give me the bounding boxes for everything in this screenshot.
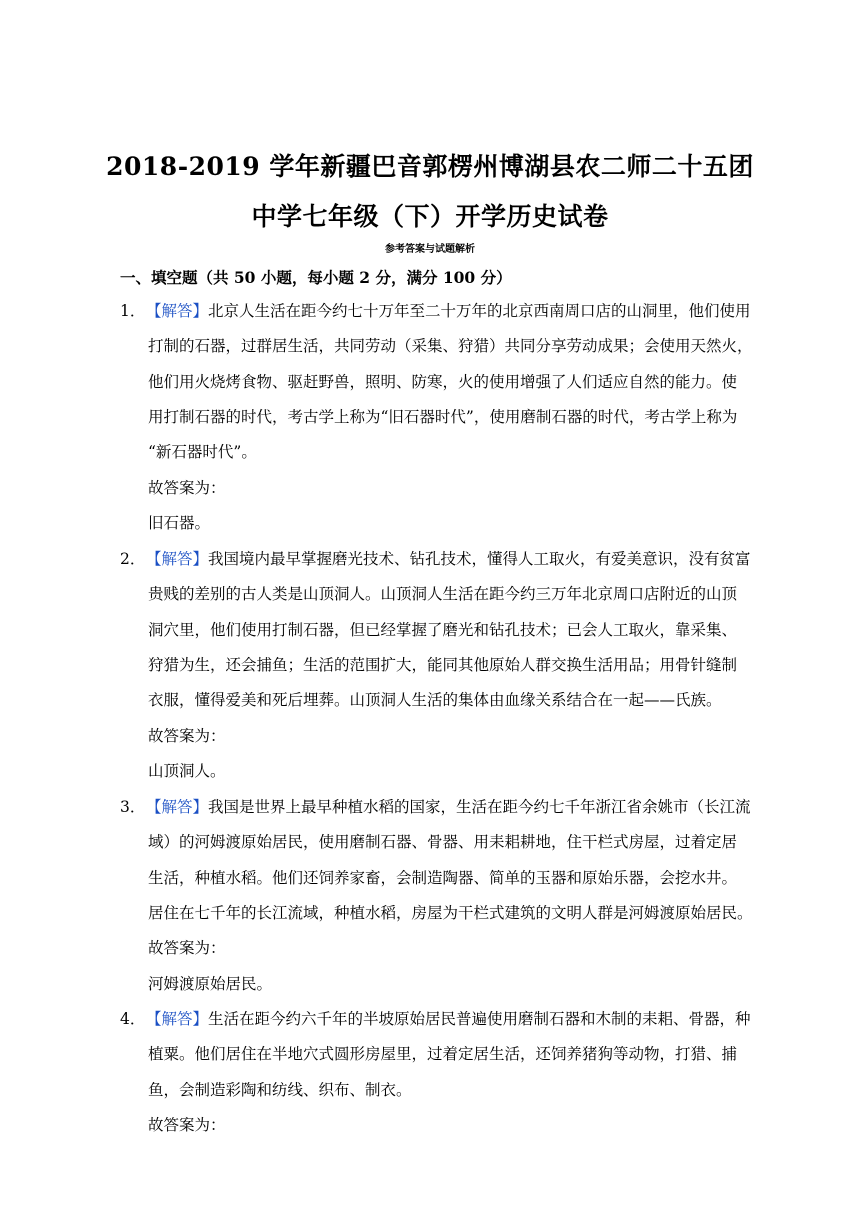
answer-line: 植粟。他们居住在半地穴式圆形房屋里，过着定居生活，还饲养猪狗等动物，打猎、捕 bbox=[148, 1045, 738, 1063]
answer-prefix: 故答案为： bbox=[148, 939, 226, 957]
answer-line: 用打制石器的时代，考古学上称为“旧石器时代”，使用磨制石器的时代，考古学上称为 bbox=[148, 408, 738, 426]
document-title-line-1: 2018-2019 学年新疆巴音郭楞州博湖县农二师二十五团 bbox=[106, 152, 754, 181]
answer-text: 我国境内最早掌握磨光技术、钻孔技术，懂得人工取火，有爱美意识，没有贫富 bbox=[208, 550, 751, 568]
section-heading: 一、填空题（共 50 小题，每小题 2 分，满分 100 分） bbox=[120, 268, 512, 287]
answer-tag: 【解答】 bbox=[146, 1010, 209, 1028]
answer-tag: 【解答】 bbox=[146, 550, 209, 568]
answer-line: 鱼，会制造彩陶和纺线、织布、制衣。 bbox=[148, 1081, 412, 1099]
answer-prefix: 故答案为： bbox=[148, 479, 226, 497]
answer-line bbox=[146, 549, 751, 569]
question-number: 2． bbox=[120, 550, 146, 568]
answer-text: 生活在距今约六千年的半坡原始居民普遍使用磨制石器和木制的耒耜、骨器，种 bbox=[208, 1010, 751, 1028]
final-answer: 旧石器。 bbox=[148, 514, 211, 532]
answer-line: 生活，种植水稻。他们还饲养家畜，会制造陶器、简单的玉器和原始乐器，会挖水井。 bbox=[148, 869, 738, 887]
final-answer: 河姆渡原始居民。 bbox=[148, 975, 273, 993]
answer-line: 域）的河姆渡原始居民，使用磨制石器、骨器、用耒耜耕地，住干栏式房屋，过着定居 bbox=[148, 833, 738, 851]
answer-prefix: 故答案为： bbox=[148, 727, 226, 745]
answer-line bbox=[146, 301, 751, 321]
question-number: 1． bbox=[120, 302, 146, 320]
document-subtitle: 参考答案与试题解析 bbox=[385, 244, 475, 255]
document-title-line-2: 中学七年级（下）开学历史试卷 bbox=[251, 202, 609, 231]
answer-line: 居住在七千年的长江流域，种植水稻，房屋为干栏式建筑的文明人群是河姆渡原始居民。 bbox=[148, 904, 753, 922]
answer-line: “新石器时代”。 bbox=[148, 443, 257, 461]
answer-prefix: 故答案为： bbox=[148, 1116, 226, 1134]
answer-line: 他们用火烧烤食物、驱赶野兽，照明、防寒，火的使用增强了人们适应自然的能力。使 bbox=[148, 373, 738, 391]
answer-line: 衣服，懂得爱美和死后埋葬。山顶洞人生活的集体由血缘关系结合在一起——氏族。 bbox=[148, 691, 722, 709]
answer-text: 我国是世界上最早种植水稻的国家，生活在距今约七千年浙江省余姚市（长江流 bbox=[208, 798, 751, 816]
answer-line: 狩猎为生，还会捕鱼；生活的范围扩大，能同其他原始人群交换生活用品；用骨针缝制 bbox=[148, 656, 738, 674]
answer-line: 打制的石器，过群居生活，共同劳动（采集、狩猎）共同分享劳动成果；会使用天然火， bbox=[148, 337, 753, 355]
answer-line: 贵贱的差别的古人类是山顶洞人。山顶洞人生活在距今约三万年北京周口店附近的山顶 bbox=[148, 585, 738, 603]
answer-line bbox=[146, 797, 751, 817]
answer-tag: 【解答】 bbox=[146, 798, 209, 816]
question-number: 3． bbox=[120, 798, 146, 816]
answer-text: 北京人生活在距今约七十万年至二十万年的北京西南周口店的山洞里，他们使用 bbox=[208, 302, 751, 320]
answer-line: 洞穴里，他们使用打制石器，但已经掌握了磨光和钻孔技术；已会人工取火，靠采集、 bbox=[148, 621, 738, 639]
final-answer: 山顶洞人。 bbox=[148, 762, 226, 780]
answer-tag: 【解答】 bbox=[146, 302, 209, 320]
answer-line bbox=[146, 1009, 751, 1029]
question-number: 4． bbox=[120, 1010, 146, 1028]
